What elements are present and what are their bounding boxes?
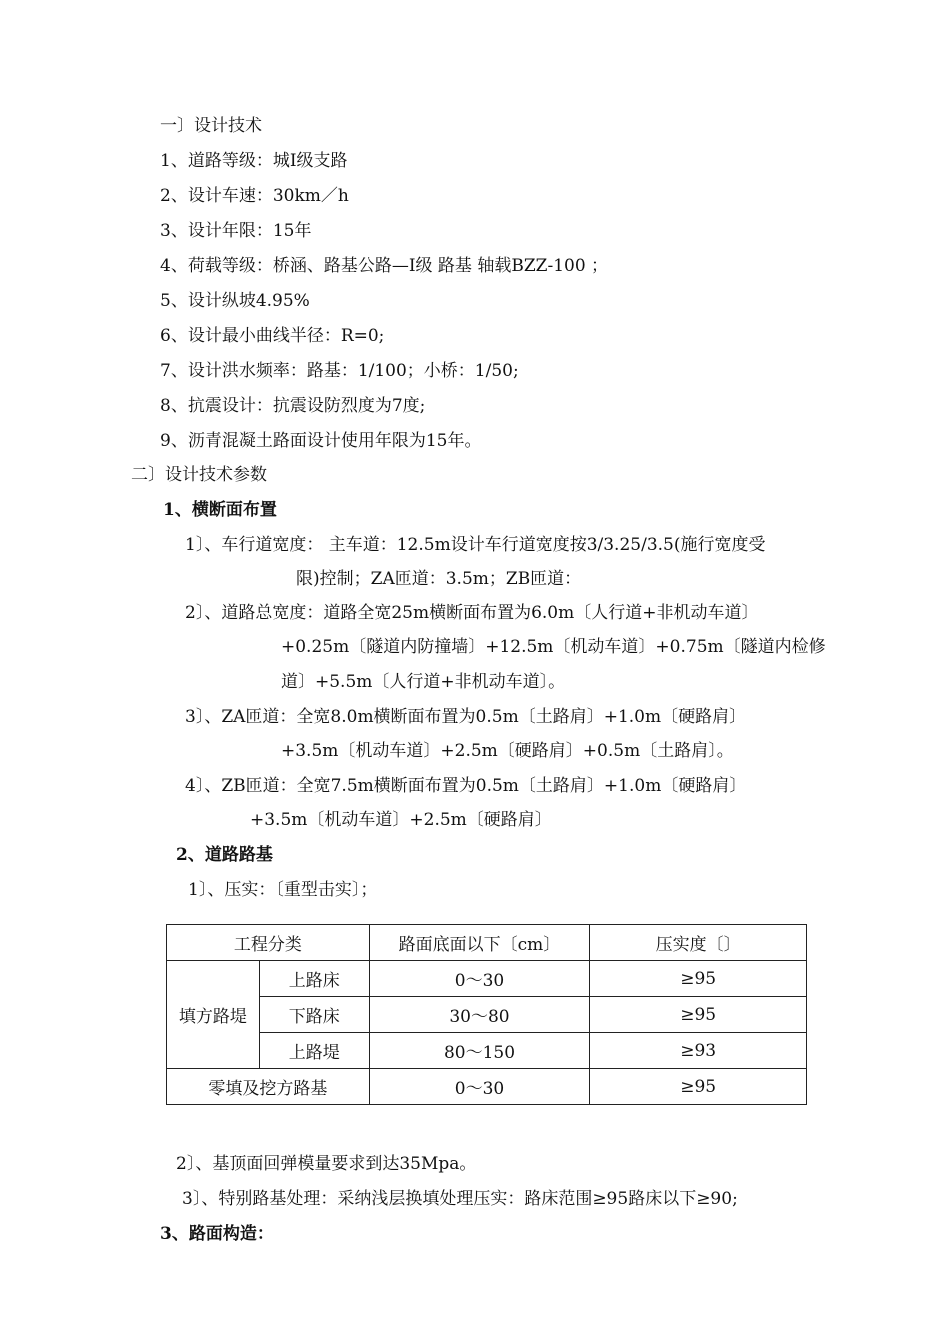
header-project-category: 工程分类 [167, 925, 370, 961]
row-degree: ≥95 [590, 997, 807, 1033]
lane-width-line-1: 1〕、车行道宽度： 主车道：12.5m设计车行道宽度按3/3.25/3.5(施行宽度受 [185, 535, 766, 555]
group-label-fill-embankment: 填方路堤 [167, 961, 260, 1069]
row-name: 零填及挖方路基 [167, 1069, 370, 1105]
total-width-line-2: +0.25m〔隧道内防撞墙〕+12.5m〔机动车道〕+0.75m〔隧道内检修 [281, 637, 826, 657]
section-1-heading: 一〕设计技术 [160, 116, 262, 136]
total-width-line-1: 2〕、道路总宽度：道路全宽25m横断面布置为6.0m〔人行道+非机动车道〕 [185, 603, 759, 623]
section-2-heading: 二〕设计技术参数 [131, 465, 267, 485]
table-row [167, 961, 807, 997]
compaction-table [166, 924, 807, 1105]
header-depth: 路面底面以下〔cm〕 [369, 925, 590, 961]
row-name: 下路床 [259, 997, 369, 1033]
row-depth: 0～30 [369, 961, 590, 997]
modulus-requirement: 2〕、基顶面回弹模量要求到达35Mpa。 [176, 1154, 477, 1174]
zb-ramp-line-1: 4〕、ZB匝道：全宽7.5m横断面布置为0.5m〔土路肩〕+1.0m〔硬路肩〕 [185, 776, 747, 796]
za-ramp-line-1: 3〕、ZA匝道：全宽8.0m横断面布置为0.5m〔土路肩〕+1.0m〔硬路肩〕 [185, 707, 747, 727]
za-ramp-line-2: +3.5m〔机动车道〕+2.5m〔硬路肩〕+0.5m〔土路肩〕。 [281, 741, 734, 761]
row-degree: ≥93 [590, 1033, 807, 1069]
row-degree: ≥95 [590, 961, 807, 997]
row-degree: ≥95 [590, 1069, 807, 1105]
spec-item-design-life: 3、设计年限：15年 [160, 221, 312, 241]
row-depth: 80～150 [369, 1033, 590, 1069]
spec-item-seismic: 8、抗震设计：抗震设防烈度为7度; [160, 396, 426, 416]
spec-item-road-grade: 1、道路等级：城Ⅰ级支路 [160, 151, 348, 171]
compaction-label: 1〕、压实：〔重型击实〕； [188, 880, 378, 900]
spec-item-design-speed: 2、设计车速：30km／h [160, 186, 349, 206]
header-compaction: 压实度〔〕 [590, 925, 807, 961]
spec-item-curve-radius: 6、设计最小曲线半径：R=0; [160, 326, 385, 346]
lane-width-line-2: 限)控制；ZA匝道：3.5m；ZB匝道： [296, 569, 582, 589]
spec-item-asphalt-life: 9、沥青混凝土路面设计使用年限为15年。 [160, 431, 482, 451]
table-row [167, 1069, 807, 1105]
table-header-row [167, 925, 807, 961]
pavement-structure-heading: 3、路面构造： [160, 1224, 274, 1244]
spec-item-gradient: 5、设计纵坡4.95% [160, 291, 310, 311]
table-row [167, 1033, 807, 1069]
table-row [167, 997, 807, 1033]
row-name: 上路堤 [259, 1033, 369, 1069]
spec-item-flood-frequency: 7、设计洪水频率：路基：1/100；小桥：1/50; [160, 361, 519, 381]
row-depth: 30～80 [369, 997, 590, 1033]
row-depth: 0～30 [369, 1069, 590, 1105]
spec-item-load-grade: 4、荷载等级：桥涵、路基公路—Ⅰ级 路基 轴载BZZ-100 ； [160, 256, 609, 276]
zb-ramp-line-2: +3.5m〔机动车道〕+2.5m〔硬路肩〕 [250, 810, 552, 830]
cross-section-heading: 1、横断面布置 [163, 500, 277, 520]
subgrade-heading: 2、道路路基 [176, 845, 273, 865]
total-width-line-3: 道〕+5.5m〔人行道+非机动车道〕。 [281, 672, 566, 692]
special-subgrade-treatment: 3〕、特别路基处理：采纳浅层换填处理压实：路床范围≥95路床以下≥90; [182, 1189, 738, 1209]
row-name: 上路床 [259, 961, 369, 997]
